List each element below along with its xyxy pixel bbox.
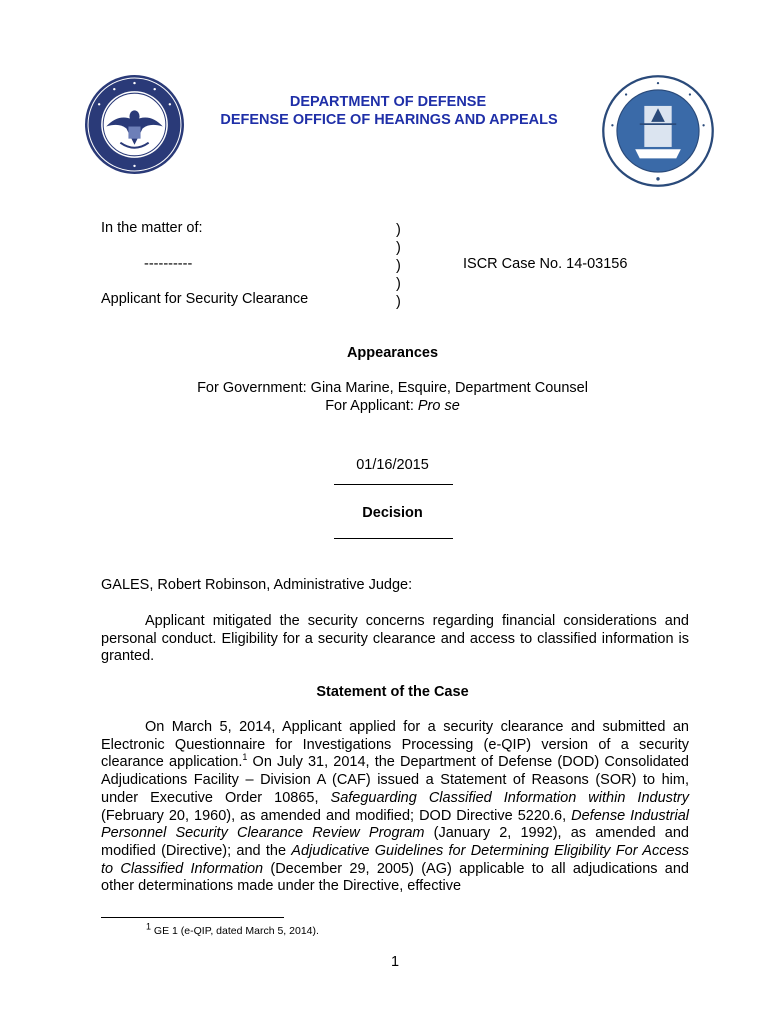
page-number: 1 xyxy=(390,954,400,970)
appearances-heading: Appearances xyxy=(346,345,439,361)
decision-date: 01/16/2015 xyxy=(356,457,429,473)
dohap-seal xyxy=(601,74,715,188)
footnote-ref: 1 xyxy=(242,752,248,763)
applicant-name: ---------- xyxy=(144,256,193,272)
decision-rule xyxy=(334,538,453,539)
date-rule xyxy=(334,484,453,485)
office-title: DEFENSE OFFICE OF HEARINGS AND APPEALS xyxy=(220,112,558,128)
summary-paragraph: Applicant mitigated the security concerns regarding financial considerations and personal conduct. Eligibility for a security clearance and access to classified information is granted. xyxy=(101,613,689,665)
agency-title: DEPARTMENT OF DEFENSE xyxy=(289,94,487,110)
matter-label: In the matter of: xyxy=(101,220,203,236)
statement-paragraph: On March 5, 2014, Applicant applied for a security clearance and submitted an Electronic Questionnaire for Investigations Processing (e-QIP) version of a security clearance application.$^1$ On July 31, 2014, the Department of Defense (DOD) Consolidated Adjudications Facility – Division A (CAF) issued a Statement of Reasons (SOR) to him, under Executive Order 10865, Safeguarding Classified Information within Industry (February 20, 1960), as amended and modified; DOD Directive 5220.6, Defense Industrial Personnel Security Clearance Review Program (January 2, 1992), as amended and modified (Directive); and the Adjudicative Guidelines for Determining Eligibility For Access to Classified Information (December 29, 2005) (AG) applicable to all adjudications and other determinations made under the Directive, effective xyxy=(101,719,690,895)
decision-heading: Decision xyxy=(362,505,423,521)
applicant-counsel: For Applicant: Pro se xyxy=(325,398,460,414)
case-number: ISCR Case No. 14-03156 xyxy=(463,256,628,272)
caption-parens: ) ) ) ) ) xyxy=(396,222,401,310)
footnote: $^1$ GE 1 (e-QIP, dated March 5, 2014). xyxy=(146,921,319,937)
applicant-role: Applicant for Security Clearance xyxy=(101,291,309,307)
statement-heading: Statement of the Case xyxy=(316,684,469,700)
footnote-rule xyxy=(101,917,284,918)
judge-line: GALES, Robert Robinson, Administrative Judge: xyxy=(101,577,413,593)
government-counsel: For Government: Gina Marine, Esquire, Department Counsel xyxy=(197,380,588,396)
